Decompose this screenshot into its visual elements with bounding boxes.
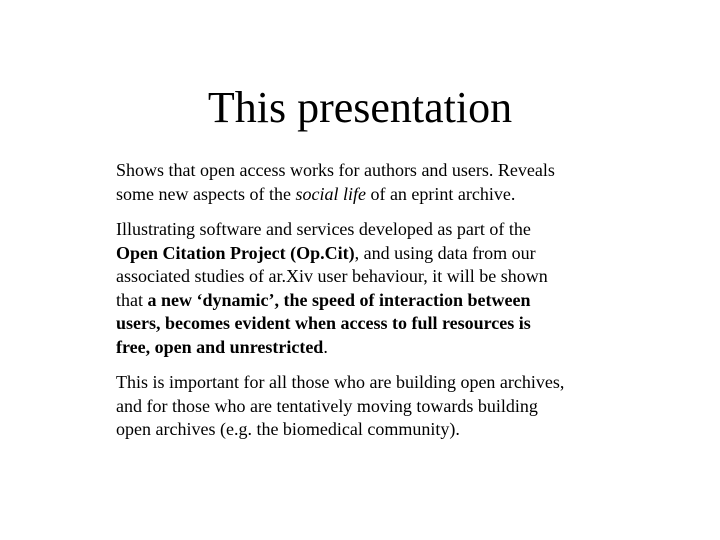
p2-line-6-end: . bbox=[323, 336, 328, 357]
dynamic-bold-3: free, open and unrestricted bbox=[116, 336, 324, 357]
paragraph-3 bbox=[116, 371, 636, 442]
p3-line-1: This is important for all those who are building open archives, bbox=[116, 372, 565, 392]
p2-line-2 bbox=[116, 242, 636, 266]
p1-line-2 bbox=[116, 183, 636, 207]
slide-body bbox=[116, 159, 636, 442]
p2-line-2-end: , and using data from our bbox=[354, 242, 536, 263]
p2-line-3: associated studies of ar.Xiv user behaviour, it will be shown bbox=[116, 266, 548, 286]
paragraph-2 bbox=[116, 218, 636, 359]
slide-title: This presentation bbox=[207, 83, 513, 132]
p2-line-4 bbox=[116, 289, 636, 313]
p3-line-3: open archives (e.g. the biomedical community). bbox=[116, 419, 460, 439]
project-name-bold: Open Citation Project (Op.Cit) bbox=[116, 242, 355, 263]
p2-line-6 bbox=[116, 336, 636, 360]
paragraph-1 bbox=[116, 159, 636, 206]
p2-line-1: Illustrating software and services developed as part of the bbox=[116, 219, 531, 239]
p2-line-5: users, becomes evident when access to full resources is bbox=[116, 313, 531, 333]
p2-line-4-start: that bbox=[116, 289, 148, 310]
dynamic-bold-1: a new ‘dynamic’, the speed of interaction between bbox=[147, 289, 531, 310]
p1-line-2-start: some new aspects of the bbox=[116, 183, 296, 204]
p1-line-1: Shows that open access works for authors and users. Reveals bbox=[116, 160, 555, 180]
social-life-emphasis: social life bbox=[295, 183, 366, 204]
p3-line-2: and for those who are tentatively moving towards building bbox=[116, 395, 538, 416]
p1-line-2-end: of an eprint archive. bbox=[365, 183, 516, 204]
